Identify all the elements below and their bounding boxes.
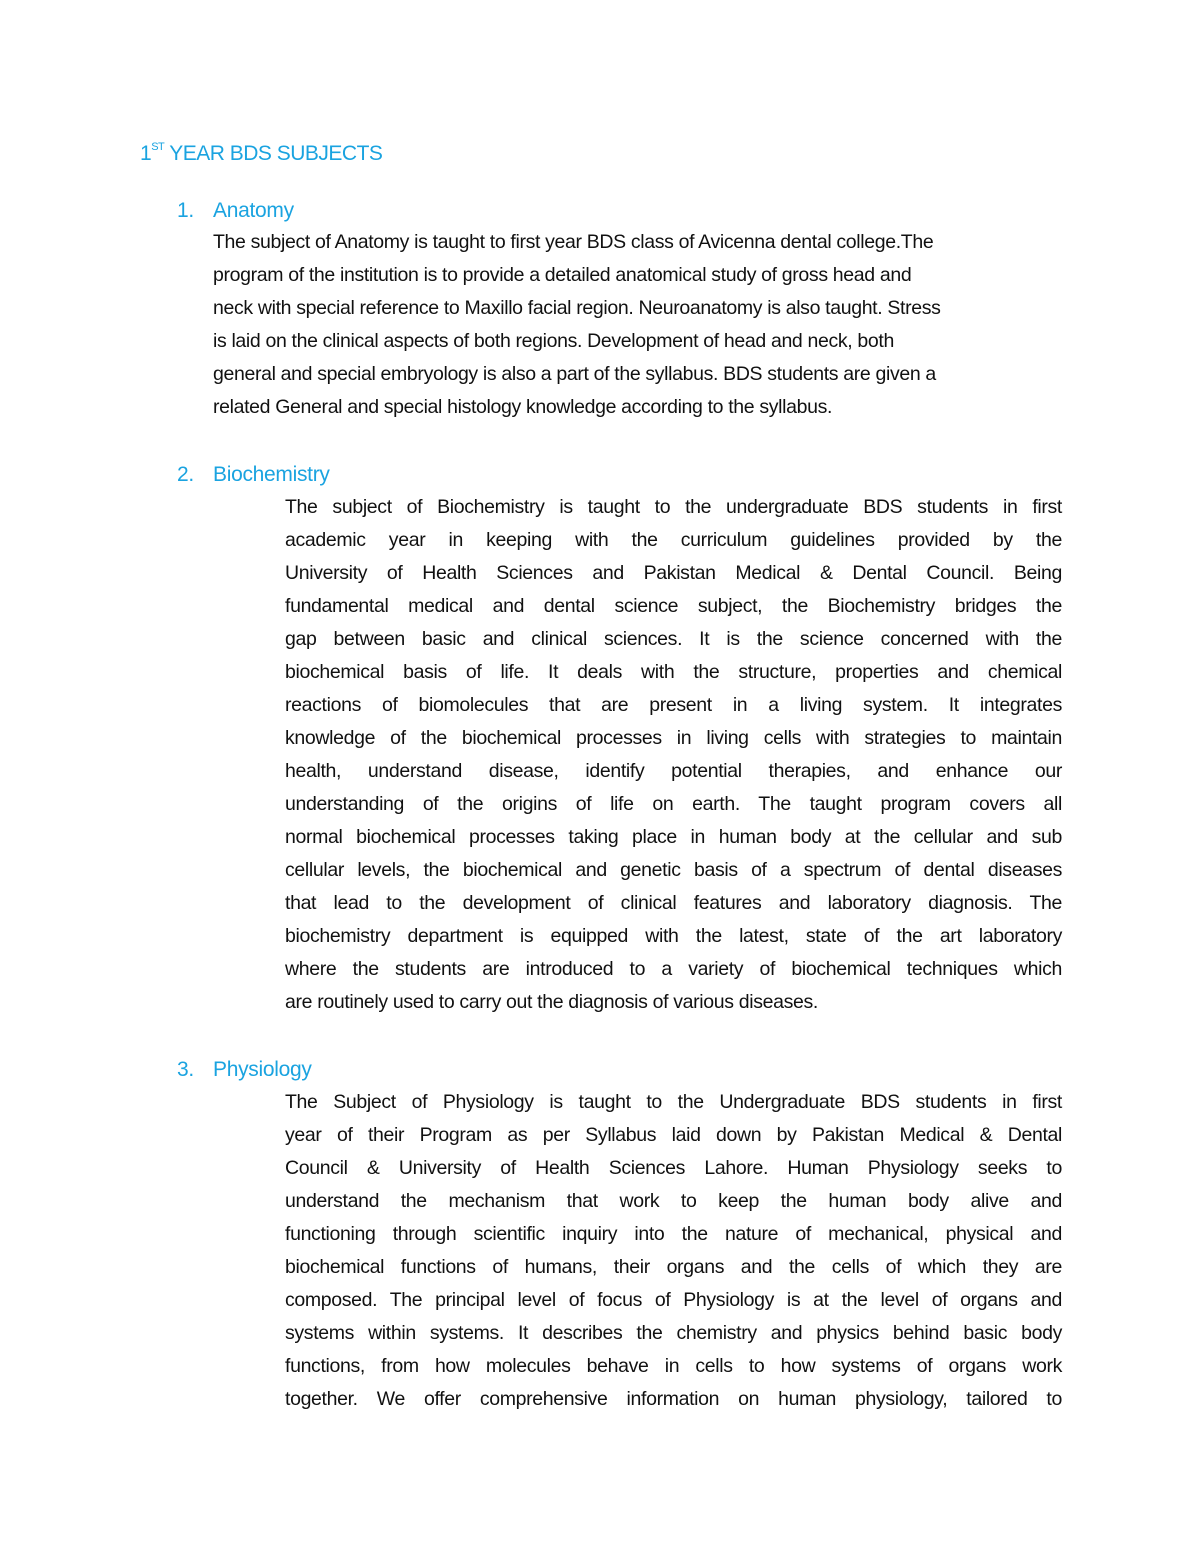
paragraph-line: program of the institution is to provide a detailed anatomical study of gross head and [213,264,912,286]
paragraph-line: academic year in keeping with the curriculum guidelines provided by the [285,529,1062,551]
paragraph-line: year of their Program as per Syllabus laid down by Pakistan Medical & Dental [285,1124,1062,1146]
section-title-anatomy [177,199,294,223]
paragraph-line: together. We offer comprehensive information on human physiology, tailored to [285,1388,1062,1410]
paragraph-line: understand the mechanism that work to keep the human body alive and [285,1190,1062,1212]
section-body-biochemistry [285,491,1062,1019]
paragraph-line: where the students are introduced to a variety of biochemical techniques which [285,958,1062,980]
paragraph-line: biochemical functions of humans, their organs and the cells of which they are [285,1256,1062,1278]
section-body-physiology [285,1086,1062,1416]
heading-text: YEAR BDS SUBJECTS [164,142,383,165]
paragraph-line: gap between basic and clinical sciences. It is the science concerned with the [285,628,1062,650]
paragraph-line: related General and special histology knowledge according to the syllabus. [213,396,833,418]
paragraph-line: Council & University of Health Sciences Lahore. Human Physiology seeks to [285,1157,1062,1179]
paragraph-line: The Subject of Physiology is taught to the Undergraduate BDS students in first [285,1091,1062,1113]
paragraph-line: are routinely used to carry out the diagnosis of various diseases. [285,991,818,1013]
section-title-text: Physiology [213,1058,312,1081]
paragraph-line: The subject of Biochemistry is taught to the undergraduate BDS students in first [285,496,1062,518]
paragraph-line: systems within systems. It describes the chemistry and physics behind basic body [285,1322,1062,1344]
paragraph-line: general and special embryology is also a part of the syllabus. BDS students are given a [213,363,936,385]
page-heading [140,142,382,166]
paragraph-line: composed. The principal level of focus of Physiology is at the level of organs and [285,1289,1062,1311]
paragraph-line: biochemical basis of life. It deals with the structure, properties and chemical [285,661,1062,683]
section-title-text: Anatomy [213,199,294,222]
paragraph-line: normal biochemical processes taking place in human body at the cellular and sub [285,826,1062,848]
paragraph-line: fundamental medical and dental science subject, the Biochemistry bridges the [285,595,1062,617]
paragraph-line: neck with special reference to Maxillo facial region. Neuroanatomy is also taught. Stress [213,297,941,319]
paragraph-line: that lead to the development of clinical features and laboratory diagnosis. The [285,892,1062,914]
paragraph-line: health, understand disease, identify potential therapies, and enhance our [285,760,1062,782]
paragraph-line: is laid on the clinical aspects of both regions. Development of head and neck, both [213,330,894,352]
section-number: 2. [177,463,194,486]
section-title-biochemistry [177,463,330,487]
paragraph-line: biochemistry department is equipped with the latest, state of the art laboratory [285,925,1062,947]
paragraph-line: The subject of Anatomy is taught to first year BDS class of Avicenna dental college.The [213,231,934,253]
section-number: 3. [177,1058,194,1081]
paragraph-line: knowledge of the biochemical processes in living cells with strategies to maintain [285,727,1062,749]
paragraph-line: reactions of biomolecules that are present in a living system. It integrates [285,694,1062,716]
paragraph-line: University of Health Sciences and Pakistan Medical & Dental Council. Being [285,562,1062,584]
paragraph-line: functions, from how molecules behave in cells to how systems of organs work [285,1355,1062,1377]
paragraph-line: cellular levels, the biochemical and genetic basis of a spectrum of dental diseases [285,859,1062,881]
section-title-text: Biochemistry [213,463,330,486]
section-title-physiology [177,1058,312,1082]
section-number: 1. [177,199,194,222]
heading-number: 1 [140,142,152,165]
heading-superscript: ST [151,141,165,153]
section-body-anatomy [213,226,1063,424]
paragraph-line: functioning through scientific inquiry into the nature of mechanical, physical and [285,1223,1062,1245]
paragraph-line: understanding of the origins of life on earth. The taught program covers all [285,793,1062,815]
